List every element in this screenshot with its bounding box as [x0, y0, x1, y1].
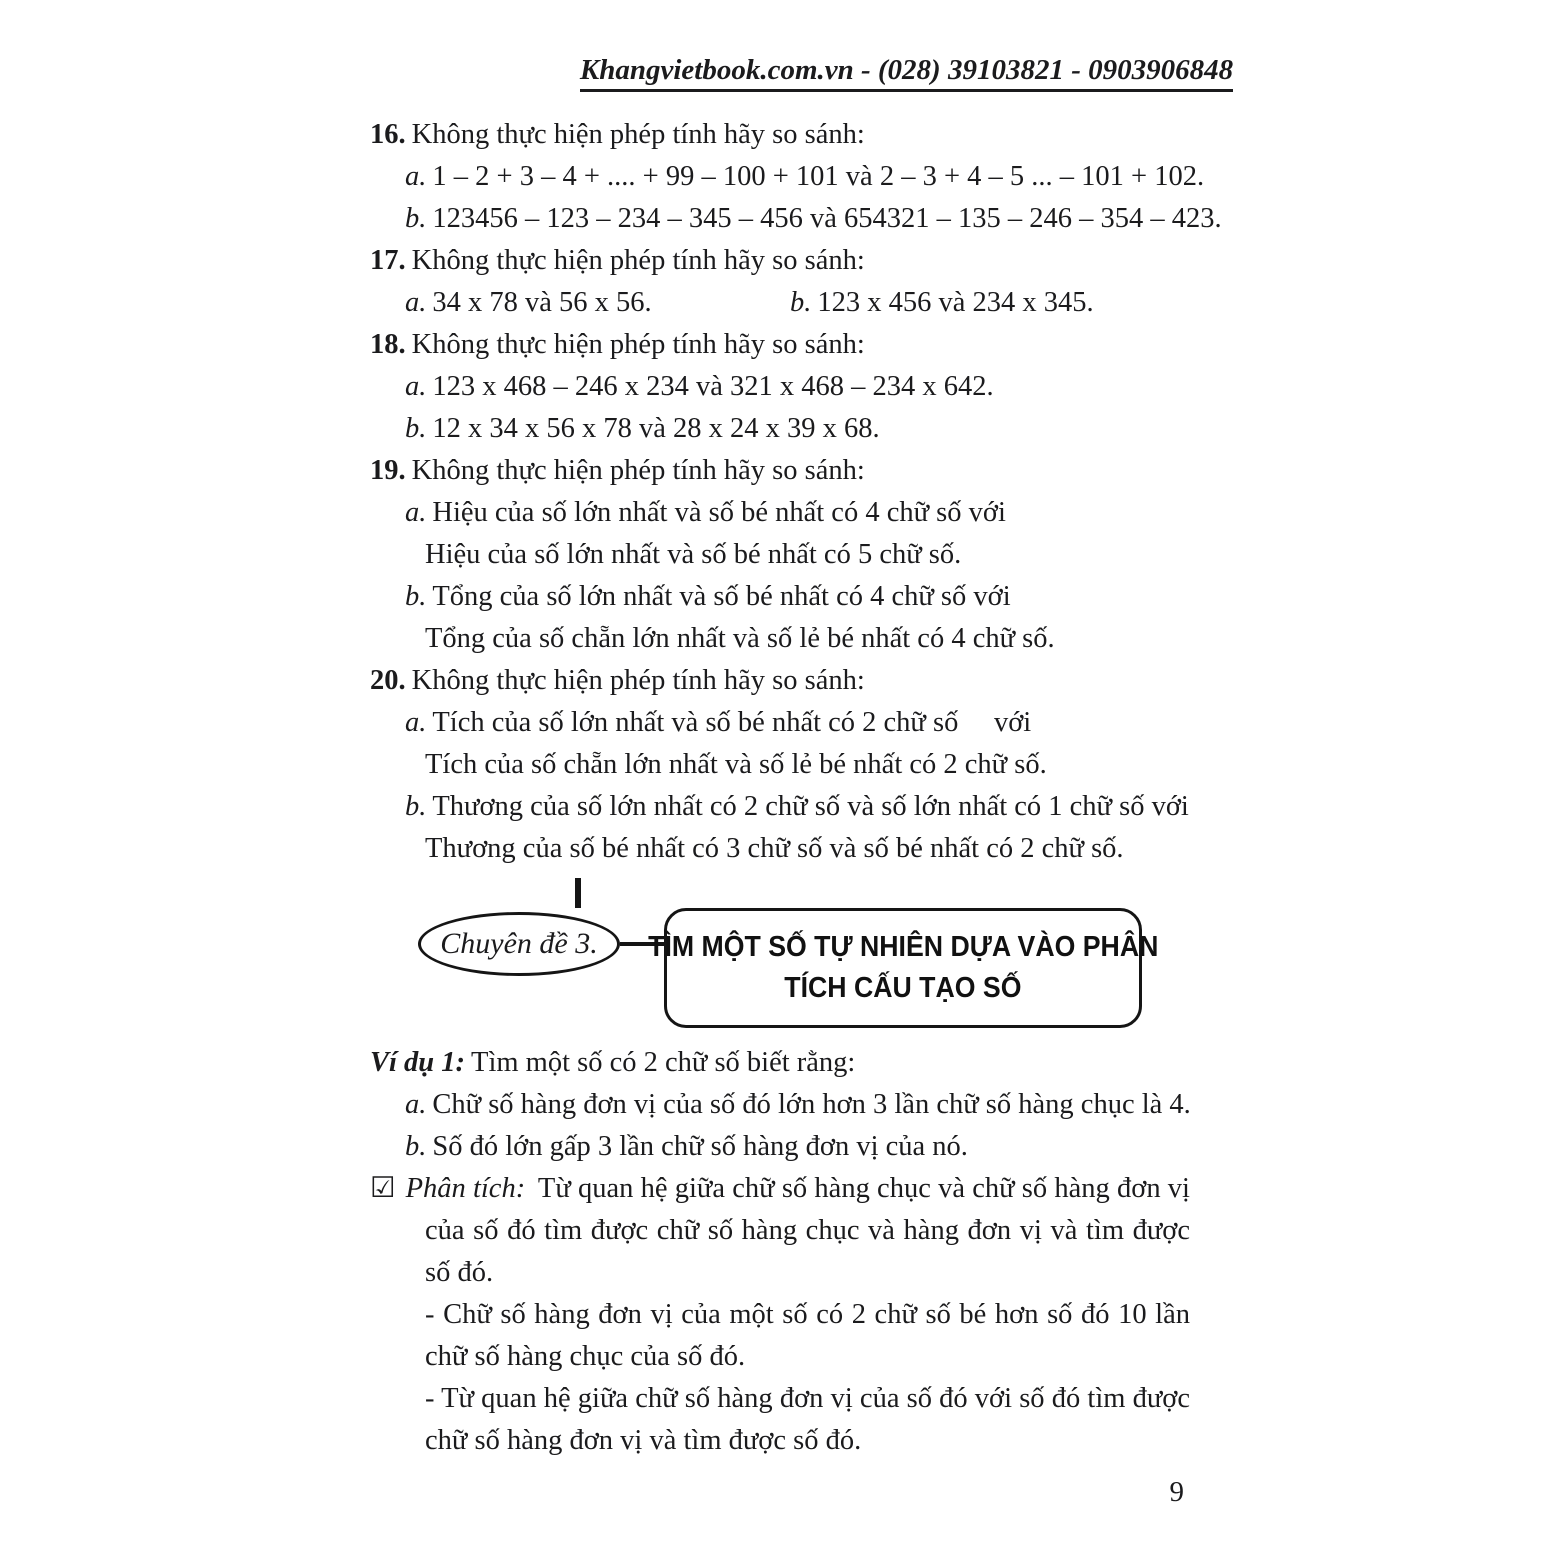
page-content [370, 114, 1222, 1509]
part-b-label: b. [405, 1131, 427, 1162]
connector-tick [575, 878, 581, 908]
analysis-text-line1: Từ quan hệ giữa chữ số hàng chục và chữ số hàng đơn vị [537, 1173, 1190, 1204]
analysis-text-line3: số đó. [425, 1257, 494, 1288]
part-b-label: b. [405, 791, 427, 822]
example-part-b [370, 1126, 1190, 1168]
page-header [0, 0, 1553, 92]
part-a-label: a. [405, 1089, 427, 1120]
problem-16-part-b [370, 198, 1222, 240]
problem-18-title [370, 324, 1190, 366]
note2-line1 [370, 1378, 1190, 1420]
note1-text-line1: - Chữ số hàng đơn vị của một số có 2 chữ số bé hơn số đó 10 lần [425, 1299, 1190, 1330]
part-a-text: Chữ số hàng đơn vị của số đó lớn hơn 3 lần chữ số hàng chục là 4. [432, 1089, 1191, 1120]
problem-18-part-a [370, 366, 1190, 408]
analysis-text-line2: của số đó tìm được chữ số hàng chục và hàng đơn vị và tìm được [425, 1215, 1190, 1246]
part-a-label: a. [405, 371, 427, 402]
part-a-text-line2: Hiệu của số lớn nhất và số bé nhất có 5 chữ số. [425, 539, 962, 570]
part-a-text: 1 – 2 + 3 – 4 + .... + 99 – 100 + 101 và 2 – 3 + 4 – 5 ... – 101 + 102. [432, 161, 1205, 192]
problem-18-title-text: Không thực hiện phép tính hãy so sánh: [411, 329, 865, 360]
part-a-label: a. [405, 707, 427, 738]
problem-17-title-text: Không thực hiện phép tính hãy so sánh: [411, 245, 865, 276]
problem-20-title [370, 660, 1190, 702]
problem-20-title-text: Không thực hiện phép tính hãy so sánh: [411, 665, 865, 696]
topic-title-box [647, 908, 1159, 1028]
part-b-label: b. [405, 581, 427, 612]
part-b-text: 12 x 34 x 56 x 78 và 28 x 24 x 39 x 68. [432, 413, 880, 444]
problem-20-part-b-line2 [370, 828, 1190, 870]
problem-16-number: 16. [370, 119, 406, 150]
problem-18-number: 18. [370, 329, 406, 360]
part-b-text: 123 x 456 và 234 x 345. [817, 287, 1094, 318]
example-part-a [370, 1084, 1190, 1126]
analysis-line3 [370, 1252, 1190, 1294]
problem-17-title [370, 240, 1190, 282]
problem-20-part-a-line1 [370, 702, 1190, 744]
note1-line1 [370, 1294, 1190, 1336]
part-b-text-line1: Thương của số lớn nhất có 2 chữ số và số lớn nhất có 1 chữ số với [432, 791, 1189, 822]
part-b-label: b. [405, 413, 427, 444]
note1-text-line2: chữ số hàng chục của số đó. [425, 1341, 746, 1372]
note2-text-line2: chữ số hàng đơn vị và tìm được số đó. [425, 1425, 862, 1456]
part-b-text: 123456 – 123 – 234 – 345 – 456 và 654321 – 135 – 246 – 354 – 423. [432, 203, 1222, 234]
part-a-text-line1: Hiệu của số lớn nhất và số bé nhất có 4 chữ số với [432, 497, 1006, 528]
part-a-text-line1: Tích của số lớn nhất và số bé nhất có 2 chữ số với [432, 707, 1032, 738]
problem-19-number: 19. [370, 455, 406, 486]
part-b-text-line2: Tổng của số chẵn lớn nhất và số lẻ bé nhất có 4 chữ số. [425, 623, 1055, 654]
part-b-label: b. [790, 287, 812, 318]
problem-17-part-a [405, 282, 790, 324]
problem-16-title-text: Không thực hiện phép tính hãy so sánh: [411, 119, 865, 150]
problem-18-part-b [370, 408, 1190, 450]
note1-line2 [370, 1336, 1190, 1378]
example-intro [370, 1042, 1190, 1084]
problem-17-number: 17. [370, 245, 406, 276]
checkbox-icon: ☑ [370, 1173, 396, 1204]
topic-title-line2: TÍCH CẤU TẠO SỐ [784, 972, 1022, 1004]
part-a-text: 34 x 78 và 56 x 56. [432, 287, 652, 318]
problem-20-part-b-line1 [370, 786, 1190, 828]
problem-20-part-a-line2 [370, 744, 1190, 786]
topic-callout [370, 876, 1190, 1028]
analysis-line1 [370, 1168, 1190, 1210]
problem-20-number: 20. [370, 665, 406, 696]
part-a-text-line2: Tích của số chẵn lớn nhất và số lẻ bé nhất có 2 chữ số. [425, 749, 1047, 780]
part-a-label: a. [405, 287, 427, 318]
part-b-text-line2: Thương của số bé nhất có 3 chữ số và số bé nhất có 2 chữ số. [425, 833, 1124, 864]
problem-19-part-b-line1 [370, 576, 1190, 618]
part-a-text: 123 x 468 – 246 x 234 và 321 x 468 – 234 x 642. [432, 371, 994, 402]
example-intro-text: Tìm một số có 2 chữ số biết rằng: [471, 1047, 856, 1078]
analysis-line2 [370, 1210, 1190, 1252]
problem-16-title [370, 114, 1190, 156]
problem-17-part-b [790, 287, 1094, 318]
analysis-label: Phân tích: [405, 1173, 526, 1204]
problem-19-part-a-line2 [370, 534, 1190, 576]
header-website-text: Khangvietbook.com.vn - (028) 39103821 - 0903906848 [580, 54, 1233, 92]
part-b-text: Số đó lớn gấp 3 lần chữ số hàng đơn vị của nó. [432, 1131, 968, 1162]
example-label: Ví dụ 1: [370, 1047, 466, 1078]
part-a-label: a. [405, 161, 427, 192]
page-number: 9 [1169, 1476, 1184, 1508]
problem-19-part-b-line2 [370, 618, 1190, 660]
note2-line2 [370, 1420, 1190, 1462]
note2-text-line1: - Từ quan hệ giữa chữ số hàng đơn vị của số đó với số đó tìm được [425, 1383, 1190, 1414]
problem-16-part-a [370, 156, 1205, 198]
part-b-text-line1: Tổng của số lớn nhất và số bé nhất có 4 chữ số với [432, 581, 1011, 612]
part-a-label: a. [405, 497, 427, 528]
part-b-label: b. [405, 203, 427, 234]
problem-19-part-a-line1 [370, 492, 1190, 534]
example-section [370, 1042, 1190, 1462]
problem-19-title [370, 450, 1190, 492]
problem-17-parts [370, 282, 1190, 324]
topic-label-ellipse [418, 912, 620, 976]
topic-label: Chuyên đề 3. [440, 927, 598, 960]
topic-title-line1: TÌM MỘT SỐ TỰ NHIÊN DỰA VÀO PHÂN [647, 931, 1159, 963]
problem-19-title-text: Không thực hiện phép tính hãy so sánh: [411, 455, 865, 486]
